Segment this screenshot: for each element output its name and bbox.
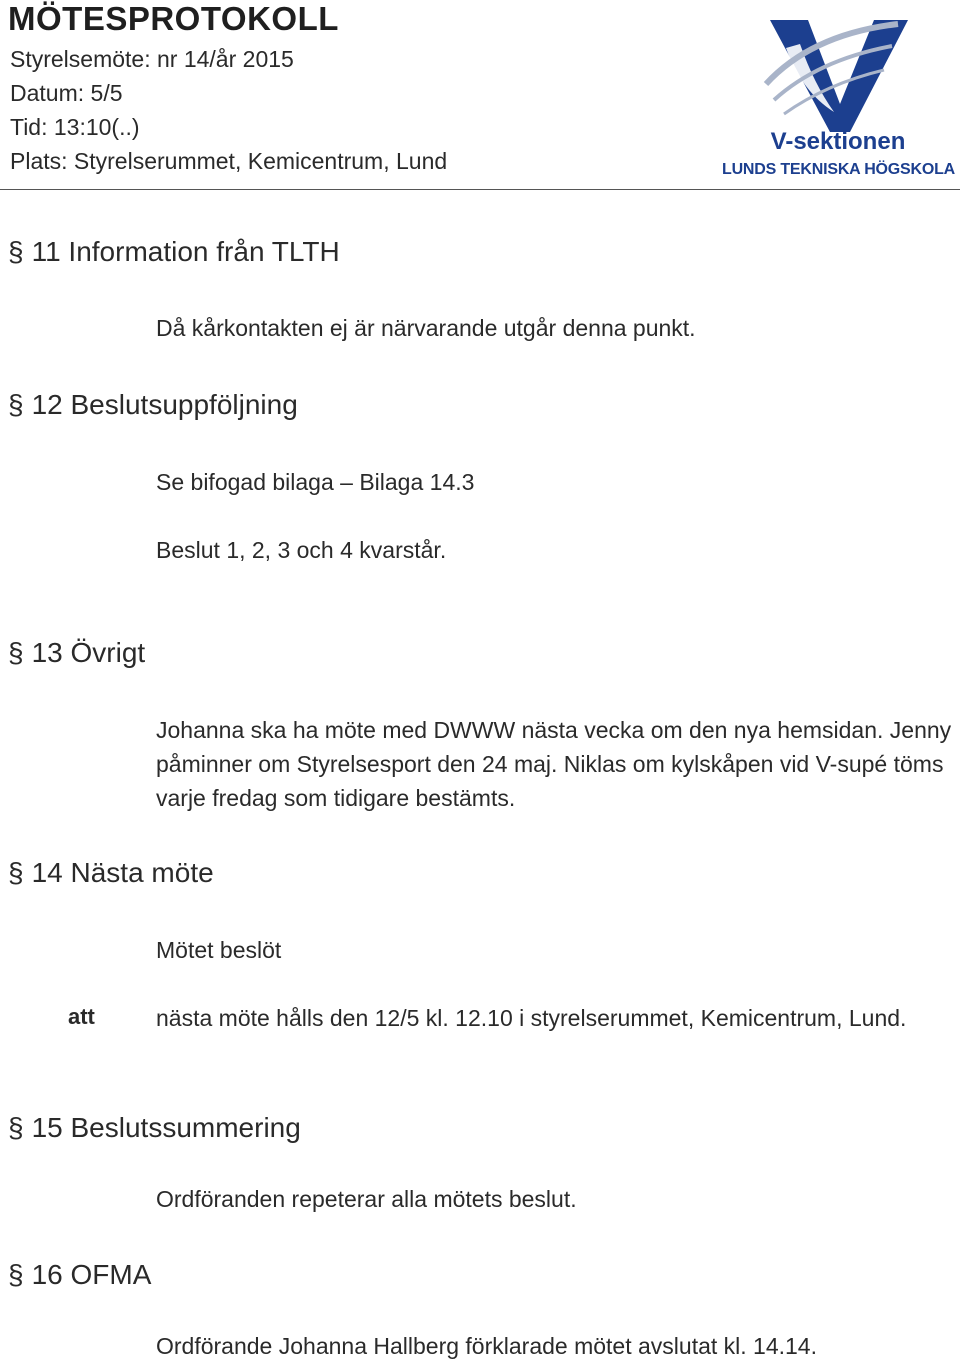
section-12-text-1: Se bifogad bilaga – Bilaga 14.3	[156, 469, 475, 495]
section-15-text: Ordföranden repeterar alla mötets beslut.	[156, 1186, 577, 1212]
meeting-number: Styrelsemöte: nr 14/år 2015	[10, 46, 294, 72]
section-symbol: §	[8, 236, 24, 267]
section-title: 15 Beslutssummering	[31, 1112, 301, 1143]
section-12-text-2: Beslut 1, 2, 3 och 4 kvarstår.	[156, 537, 447, 563]
logo-subtitle: LUNDS TEKNISKA HÖGSKOLA	[722, 161, 956, 178]
section-heading-13	[8, 637, 145, 669]
section-14-text-2: nästa möte hålls den 12/5 kl. 12.10 i styrelserummet, Kemicentrum, Lund.	[156, 1005, 907, 1031]
section-heading-11	[8, 236, 340, 268]
section-symbol: §	[8, 637, 24, 668]
section-heading-12	[8, 389, 298, 421]
section-14-text-1: Mötet beslöt	[156, 937, 282, 963]
att-label: att	[68, 1004, 95, 1029]
header-divider	[0, 189, 960, 190]
logo-name: V-sektionen	[770, 128, 906, 155]
section-title: 14 Nästa möte	[31, 857, 214, 888]
section-symbol: §	[8, 389, 24, 420]
section-16-text: Ordförande Johanna Hallberg förklarade mötet avslutat kl. 14.14.	[156, 1333, 817, 1359]
meeting-time: Tid: 13:10(..)	[10, 114, 140, 140]
section-heading-16	[8, 1259, 151, 1291]
section-11-text: Då kårkontakten ej är närvarande utgår denna punkt.	[156, 315, 696, 341]
section-title: 11 Information från TLTH	[31, 236, 340, 267]
meeting-place: Plats: Styrelserummet, Kemicentrum, Lund	[10, 148, 448, 174]
section-heading-14	[8, 857, 214, 889]
section-title: 13 Övrigt	[31, 637, 146, 668]
section-title: 16 OFMA	[31, 1259, 152, 1290]
meeting-date: Datum: 5/5	[10, 80, 123, 106]
section-symbol: §	[8, 1112, 24, 1143]
section-heading-15	[8, 1112, 301, 1144]
section-13-text: Johanna ska ha möte med DWWW nästa vecka om den nya hemsidan. Jenny påminner om Styrelsesport den 24 maj. Niklas om kylskåpen vid V-supé töms varje fredag som tidigare bestämts.	[156, 717, 952, 811]
section-title: 12 Beslutsuppföljning	[31, 389, 298, 420]
document-title: MÖTESPROTOKOLL	[8, 0, 339, 37]
section-symbol: §	[8, 1259, 24, 1290]
section-symbol: §	[8, 857, 24, 888]
